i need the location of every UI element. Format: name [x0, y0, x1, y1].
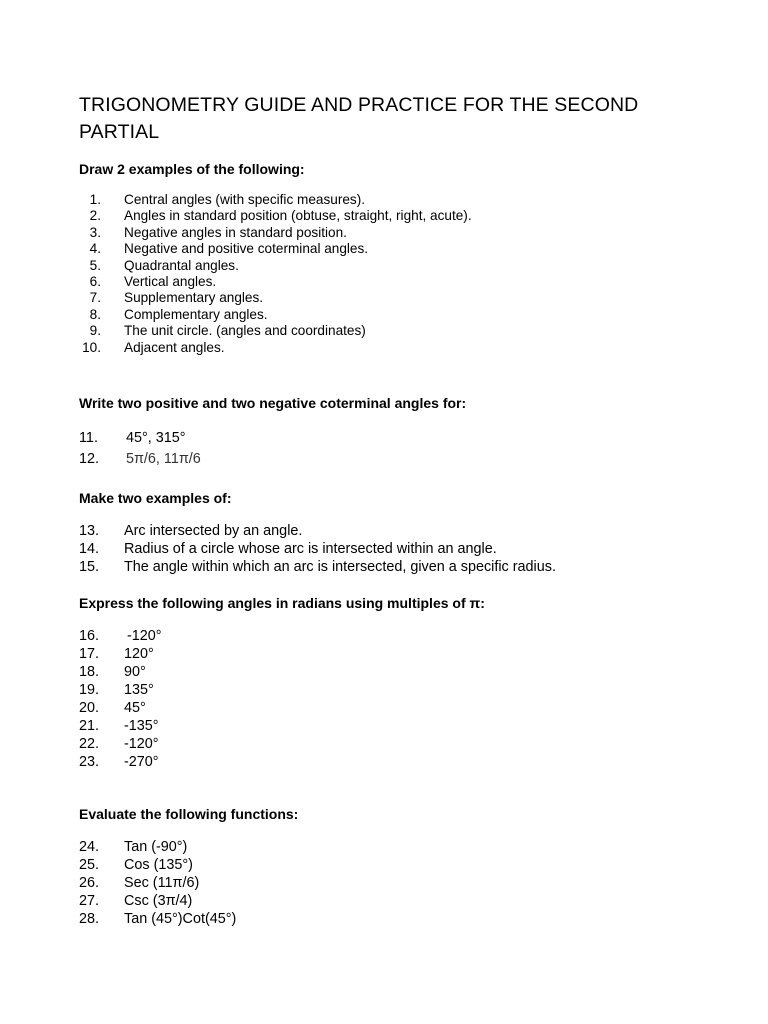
list-item	[79, 627, 162, 645]
item-number: 1.	[89, 192, 101, 207]
item-number: 22.	[79, 736, 100, 752]
item-text: Angles in standard position (obtuse, straight, right, acute).	[124, 208, 472, 224]
item-number: 25.	[79, 857, 100, 873]
item-number: 14.	[79, 541, 100, 557]
list-item	[79, 645, 162, 663]
item-number: 11.	[79, 430, 98, 446]
item-number: 27.	[79, 893, 100, 909]
item-number: 3.	[89, 224, 101, 240]
item-text: Radius of a circle whose arc is intersected within an angle.	[124, 541, 497, 557]
item-number: 24.	[79, 839, 100, 855]
item-number: 28.	[79, 911, 100, 927]
list-item	[79, 681, 162, 699]
make-examples-list	[79, 522, 556, 576]
list-item	[79, 225, 472, 241]
item-text: 45°	[124, 700, 146, 716]
item-number: 16.	[79, 628, 100, 644]
item-text: Central angles (with specific measures).	[124, 192, 366, 207]
list-item	[79, 856, 236, 874]
list-item	[79, 522, 556, 540]
list-item	[79, 428, 201, 449]
item-text: 45°, 315°	[126, 430, 186, 446]
item-text: Negative angles in standard position.	[124, 224, 347, 240]
section-heading-evaluate: Evaluate the following functions:	[79, 806, 299, 822]
item-text: 90°	[124, 664, 146, 680]
list-item	[79, 735, 162, 753]
list-item	[79, 558, 556, 576]
item-text: Sec (11π/6)	[124, 875, 200, 891]
list-item	[79, 340, 472, 356]
item-number: 17.	[79, 646, 100, 662]
item-number: 15.	[79, 559, 100, 575]
item-text: Negative and positive coterminal angles.	[124, 241, 369, 257]
item-text: The unit circle. (angles and coordinates)	[124, 323, 366, 339]
item-text: Tan (45°)Cot(45°)	[124, 911, 237, 927]
list-item	[79, 208, 472, 224]
list-item	[79, 717, 162, 735]
list-item	[79, 699, 162, 717]
item-text: -270°	[124, 754, 159, 770]
document-title: TRIGONOMETRY GUIDE AND PRACTICE FOR THE SECOND PARTIAL	[79, 94, 639, 143]
list-item	[79, 274, 472, 290]
item-number: 23.	[79, 754, 100, 770]
item-number: 6.	[89, 274, 101, 290]
item-number: 9.	[89, 323, 101, 339]
item-text: Complementary angles.	[124, 306, 268, 322]
item-number: 13.	[79, 523, 100, 539]
item-text: Supplementary angles.	[124, 290, 264, 306]
item-number: 18.	[79, 664, 100, 680]
list-item	[79, 449, 201, 470]
list-item	[79, 663, 162, 681]
list-item	[79, 838, 236, 856]
item-number: 8.	[89, 306, 101, 322]
item-number: 21.	[79, 718, 100, 734]
list-item	[79, 241, 472, 257]
list-item	[79, 290, 472, 306]
list-item	[79, 258, 472, 274]
item-number: 10.	[82, 339, 101, 355]
list-item	[79, 874, 236, 892]
item-text: 120°	[124, 646, 154, 662]
item-number: 12.	[79, 451, 100, 467]
item-number: 7.	[89, 290, 101, 306]
item-number: 5.	[89, 257, 101, 273]
item-text: Arc intersected by an angle.	[124, 523, 303, 539]
list-item	[79, 192, 472, 208]
radians-list	[79, 627, 162, 771]
list-item	[79, 540, 556, 558]
item-text: -120°	[124, 736, 159, 752]
item-number: 26.	[79, 875, 100, 891]
section-heading-make-examples: Make two examples of:	[79, 490, 232, 506]
item-text: Vertical angles.	[124, 274, 217, 290]
section-heading-draw-examples: Draw 2 examples of the following:	[79, 161, 305, 177]
item-text: 5π/6, 11π/6	[126, 451, 201, 467]
list-item	[79, 323, 472, 339]
item-text: Quadrantal angles.	[124, 257, 239, 273]
item-text: Csc (3π/4)	[124, 893, 193, 909]
item-number: 2.	[89, 208, 101, 224]
item-text: Tan (-90°)	[124, 839, 188, 855]
item-number: 4.	[89, 241, 101, 257]
item-number: 20.	[79, 700, 100, 716]
section-heading-coterminal: Write two positive and two negative coterminal angles for:	[79, 395, 467, 411]
item-text: Cos (135°)	[124, 857, 193, 873]
item-text: Adjacent angles.	[124, 339, 225, 355]
list-item	[79, 753, 162, 771]
item-text: The angle within which an arc is intersected, given a specific radius.	[124, 559, 556, 575]
item-text: -135°	[124, 718, 159, 734]
evaluate-list	[79, 838, 236, 928]
draw-examples-list	[79, 192, 472, 356]
item-text: 135°	[124, 682, 154, 698]
list-item	[79, 892, 236, 910]
item-number: 19.	[79, 682, 100, 698]
list-item	[79, 910, 236, 928]
list-item	[79, 307, 472, 323]
document-page	[79, 92, 719, 927]
item-text: -120°	[127, 628, 162, 644]
coterminal-list	[79, 428, 201, 470]
section-heading-radians: Express the following angles in radians using multiples of π:	[79, 595, 485, 611]
